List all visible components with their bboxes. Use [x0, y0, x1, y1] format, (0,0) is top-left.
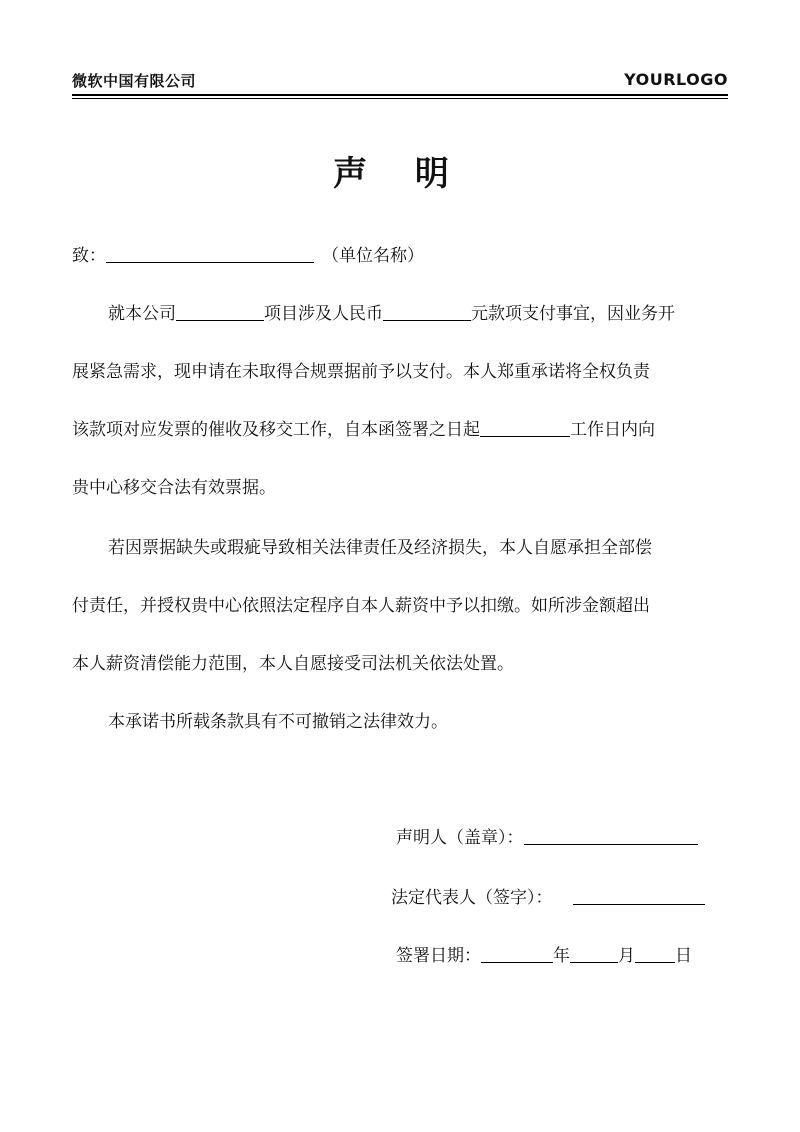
legal-rep-label: 法定代表人（签字）： — [391, 888, 553, 908]
header-rule-thin — [72, 98, 728, 99]
document-title: 声 明 — [333, 154, 467, 194]
amount-blank[interactable] — [383, 302, 471, 321]
company-name: 微软中国有限公司 — [72, 72, 197, 90]
day-label: 日 — [675, 946, 692, 966]
date-line — [396, 944, 692, 968]
para1-line2: 展紧急需求，现申请在未取得合规票据前予以支付。本人郑重承诺将全权负责 — [72, 362, 650, 382]
workdays-blank[interactable] — [480, 418, 570, 437]
project-blank[interactable] — [176, 302, 264, 321]
para1-text-c: 元款项支付事宜，因业务开 — [471, 304, 675, 324]
para1-line4: 贵中心移交合法有效票据。 — [72, 478, 276, 498]
month-blank[interactable] — [570, 944, 618, 963]
legal-rep-line — [391, 886, 705, 910]
para1-text-d: 该款项对应发票的催收及移交工作，自本函签署之日起 — [72, 420, 480, 440]
para1-text-b: 项目涉及人民币 — [264, 304, 383, 324]
para2-line1: 若因票据缺失或瑕疵导致相关法律责任及经济损失，本人自愿承担全部偿 — [108, 538, 652, 558]
declarant-label: 声明人（盖章）： — [396, 828, 524, 848]
para2-line2: 付责任，并授权贵中心依照法定程序自本人薪资中予以扣缴。如所涉金额超出 — [72, 596, 650, 616]
declarant-seal-blank[interactable] — [524, 826, 698, 845]
para1-line3 — [72, 418, 655, 442]
para1-line1 — [108, 302, 675, 326]
recipient-blank[interactable] — [106, 244, 314, 263]
page-header — [72, 70, 728, 94]
legal-rep-signature-blank[interactable] — [573, 886, 705, 905]
declarant-line — [396, 826, 698, 850]
date-label: 签署日期： — [396, 946, 481, 966]
para1-text-a: 就本公司 — [108, 304, 176, 324]
month-label: 月 — [618, 946, 635, 966]
recipient-prefix: 致： — [72, 246, 106, 266]
para1-text-e: 工作日内向 — [570, 420, 655, 440]
recipient-suffix: （单位名称） — [322, 246, 424, 266]
header-rule-thick — [72, 94, 728, 96]
logo-text: YOURLOGO — [624, 70, 728, 89]
year-blank[interactable] — [481, 944, 553, 963]
para2-line3: 本人薪资清偿能力范围，本人自愿接受司法机关依法处置。 — [72, 654, 514, 674]
para3-line: 本承诺书所载条款具有不可撤销之法律效力。 — [108, 712, 448, 732]
day-blank[interactable] — [635, 944, 675, 963]
recipient-line — [72, 244, 424, 268]
year-label: 年 — [553, 946, 570, 966]
